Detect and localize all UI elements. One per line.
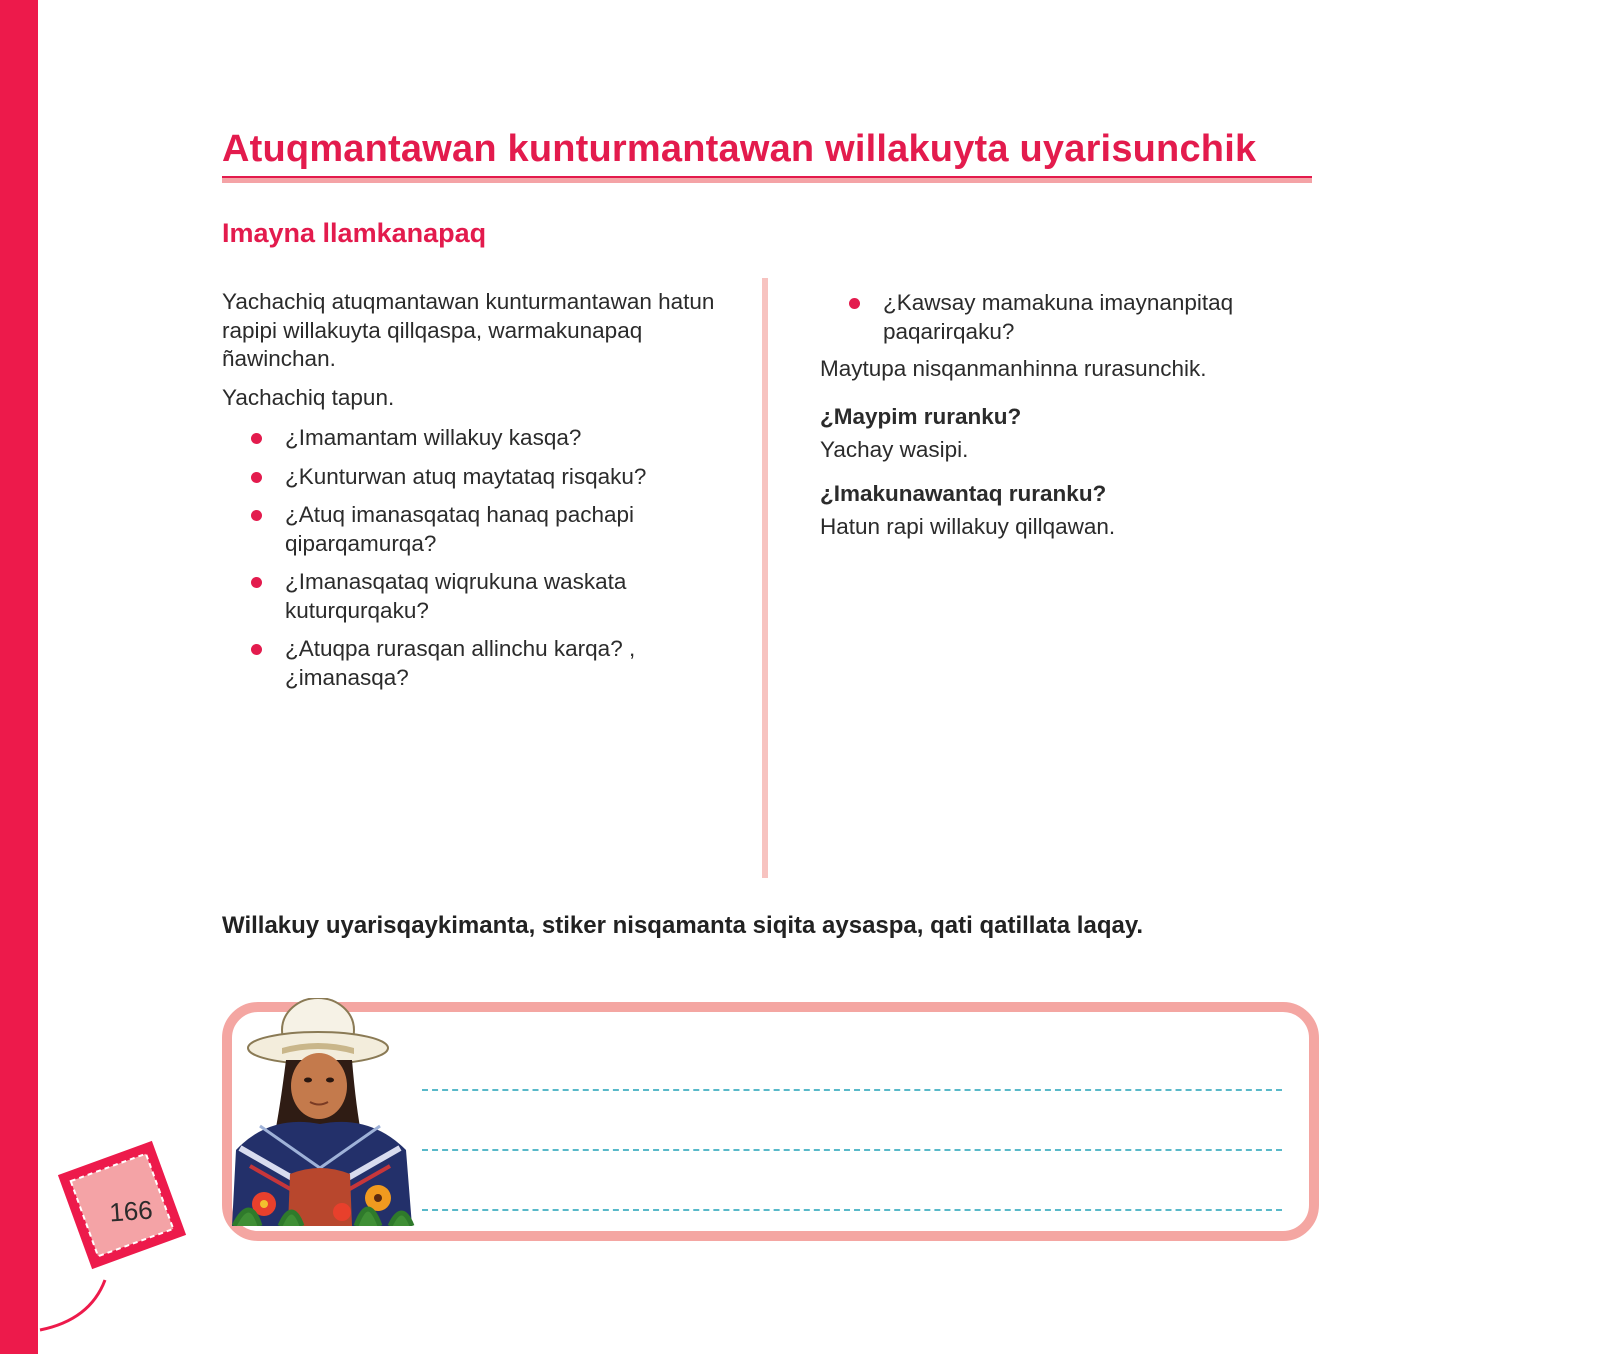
list-item: ¿Atuq imanasqataq hanaq pachapi qiparqamurqa?: [222, 501, 742, 558]
bullet-icon: [251, 577, 262, 588]
where-label: ¿Maypim ruranku?: [820, 403, 1022, 429]
bullet-icon: [251, 510, 262, 521]
page-tag-icon: [30, 1130, 220, 1350]
left-column: [222, 288, 742, 692]
list-item: ¿Atuqpa rurasqan allinchu karqa? , ¿imanasqa?: [222, 635, 742, 692]
girl-with-hat-illustration: [230, 998, 420, 1226]
list-item: ¿Kawsay mamakuna imaynanpitaq paqarirqaku?: [820, 289, 1340, 346]
page-number: 166: [108, 1194, 154, 1228]
writing-line[interactable]: [422, 1089, 1282, 1091]
section-subtitle: Imayna llamkanapaq: [222, 218, 487, 248]
list-item: ¿Imanasqataq wiqrukuna waskata kuturqurqaku?: [222, 568, 742, 625]
writing-line[interactable]: [422, 1149, 1282, 1151]
bullet-icon: [251, 644, 262, 655]
bullet-icon: [849, 298, 860, 309]
writing-line[interactable]: [422, 1209, 1282, 1211]
activity-instruction: Willakuy uyarisqaykimanta, stiker nisqamanta siqita aysaspa, qati qatillata laqay.: [222, 912, 1144, 939]
column-divider: [762, 278, 768, 878]
list-item: ¿Imamantam willakuy kasqa?: [222, 424, 742, 453]
question-list: [222, 424, 742, 692]
with-label: ¿Imakunawantaq ruranku?: [820, 480, 1107, 506]
bullet-icon: [251, 472, 262, 483]
title-underline: [222, 176, 1312, 183]
question-list-continued: [820, 289, 1340, 346]
where-answer: Yachay wasipi.: [820, 437, 969, 462]
note-paragraph: Maytupa nisqanmanhinna rurasunchik.: [820, 356, 1207, 381]
with-answer: Hatun rapi willakuy qillqawan.: [820, 514, 1116, 539]
intro-paragraph: Yachachiq atuqmantawan kunturmantawan hatun rapipi willakuyta qillqaspa, warmakunapaq ñawinchan.: [222, 289, 715, 371]
bullet-icon: [251, 433, 262, 444]
list-item: ¿Kunturwan atuq maytataq risqaku?: [222, 463, 742, 492]
ask-label: Yachachiq tapun.: [222, 384, 395, 410]
page-title: Atuqmantawan kunturmantawan willakuyta uyarisunchik: [222, 128, 1257, 170]
right-column: [820, 289, 1340, 542]
